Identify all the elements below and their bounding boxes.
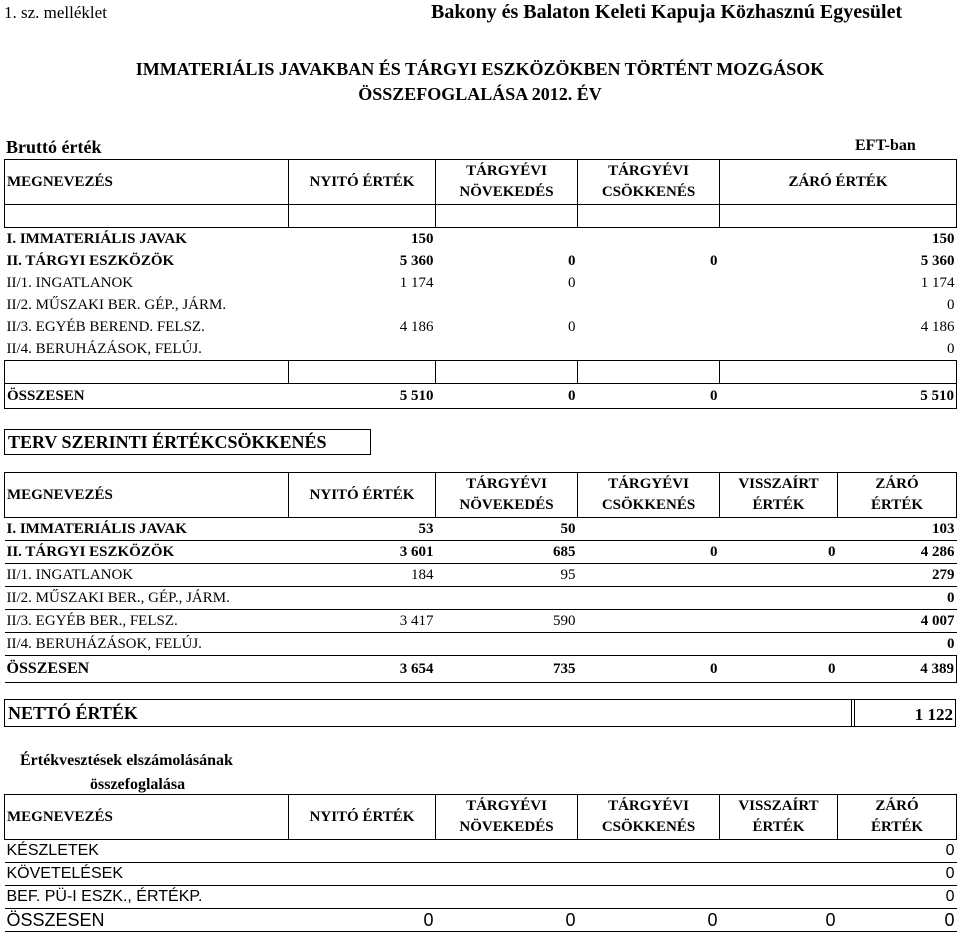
table-row: I. IMMATERIÁLIS JAVAK 150 150 <box>5 228 957 251</box>
annex-label: 1. sz. melléklet <box>4 3 107 22</box>
col-header-closing: ZÁRÓ ÉRTÉK <box>838 795 957 840</box>
col-header-increase: TÁRGYÉVI NÖVEKEDÉS <box>436 473 578 518</box>
table-row: II. TÁRGYI ESZKÖZÖK 3 601 685 0 0 4 286 <box>5 541 957 564</box>
table-row: II/1. INGATLANOK 184 95 279 <box>5 564 957 587</box>
col-header-reversed: VISSZAÍRT ÉRTÉK <box>720 473 838 518</box>
impairment-label-line2: összefoglalása <box>90 776 186 793</box>
table-row: II/3. EGYÉB BEREND. FELSZ. 4 186 0 4 186 <box>6 318 955 335</box>
total-row: ÖSSZESEN 3 654 735 0 0 4 389 <box>5 656 957 683</box>
col-header-closing: ZÁRÓ ÉRTÉK <box>720 160 957 205</box>
total-row: ÖSSZESEN 5 510 0 0 5 510 <box>5 384 957 409</box>
col-header-decrease: TÁRGYÉVI CSÖKKENÉS <box>578 795 720 840</box>
table-row: II/1. INGATLANOK 1 174 0 1 174 <box>6 274 955 291</box>
table-row: II/2. MŰSZAKI BER. GÉP., JÁRM. 0 <box>6 296 955 313</box>
table-row: II/4. BERUHÁZÁSOK, FELÚJ. 0 <box>5 338 957 361</box>
table-row: KÖVETELÉSEK 0 <box>5 863 957 886</box>
currency-label: EFT-ban <box>855 137 916 154</box>
col-header-decrease: TÁRGYÉVI CSÖKKENÉS <box>578 473 720 518</box>
table-header-row <box>5 160 957 205</box>
col-header-closing: ZÁRÓ ÉRTÉK <box>838 473 957 518</box>
document-title-line1: IMMATERIÁLIS JAVAKBAN ÉS TÁRGYI ESZKÖZÖKBEN TÖRTÉNT MOZGÁSOK <box>135 59 825 79</box>
total-row: ÖSSZESEN 0 0 0 0 0 <box>6 909 955 930</box>
net-value-label: NETTÓ ÉRTÉK <box>4 699 855 727</box>
table-row: I. IMMATERIÁLIS JAVAK 53 50 103 <box>5 518 957 541</box>
gross-value-table <box>4 159 957 409</box>
table-row: II/4. BERUHÁZÁSOK, FELÚJ. 0 <box>5 633 957 656</box>
col-header-name: MEGNEVEZÉS <box>5 160 289 205</box>
col-header-name: MEGNEVEZÉS <box>5 473 289 518</box>
organization-name: Bakony és Balaton Keleti Kapuja Közhasznú Egyesület <box>431 1 903 23</box>
gross-value-label: Bruttó érték <box>6 137 102 157</box>
col-header-decrease: TÁRGYÉVI CSÖKKENÉS <box>578 160 720 205</box>
net-value: 1 122 <box>851 699 956 727</box>
col-header-name: MEGNEVEZÉS <box>5 795 289 840</box>
col-header-opening: NYITÓ ÉRTÉK <box>289 160 436 205</box>
table-header-row <box>5 795 957 840</box>
table-row: BEF. PÜ-I ESZK., ÉRTÉKP. 0 <box>5 886 957 909</box>
depreciation-table <box>4 472 957 683</box>
impairment-label-line1: Értékvesztések elszámolásának <box>20 752 233 769</box>
col-header-opening: NYITÓ ÉRTÉK <box>289 795 436 840</box>
impairment-table <box>4 794 957 932</box>
table-row: II/3. EGYÉB BER., FELSZ. 3 417 590 4 007 <box>5 610 957 633</box>
depreciation-label: TERV SZERINTI ÉRTÉKCSÖKKENÉS <box>4 429 371 455</box>
col-header-increase: TÁRGYÉVI NÖVEKEDÉS <box>436 160 578 205</box>
col-header-opening: NYITÓ ÉRTÉK <box>289 473 436 518</box>
col-header-increase: TÁRGYÉVI NÖVEKEDÉS <box>436 795 578 840</box>
table-row: II/2. MŰSZAKI BER., GÉP., JÁRM. 0 <box>5 587 957 610</box>
col-header-reversed: VISSZAÍRT ÉRTÉK <box>720 795 838 840</box>
table-header-row <box>5 473 957 518</box>
document-title-line2: ÖSSZEFOGLALÁSA 2012. ÉV <box>358 84 602 104</box>
table-row: II. TÁRGYI ESZKÖZÖK 5 360 0 0 5 360 <box>6 252 955 269</box>
table-row: KÉSZLETEK 0 <box>5 840 957 863</box>
